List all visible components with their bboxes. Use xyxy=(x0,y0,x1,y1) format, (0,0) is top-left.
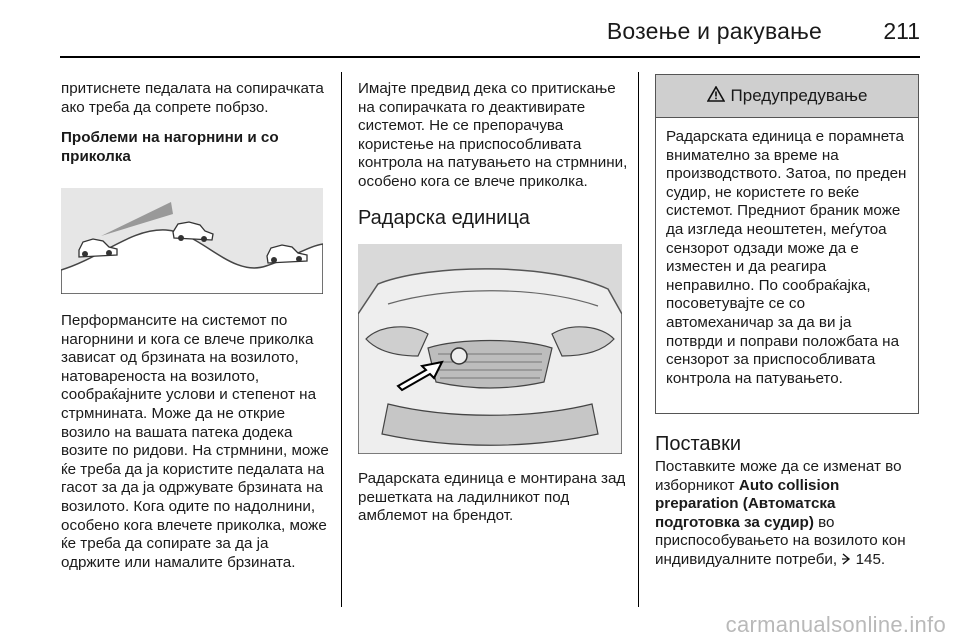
settings-title: Поставки xyxy=(655,433,742,455)
menu-name: Auto collision preparation (Автоматска подготовка за судир) xyxy=(655,476,840,531)
section-title: Радарска единица xyxy=(358,206,530,229)
paragraph: притиснете педалата на сопирачката ако треба да сопрете побрзо. xyxy=(61,80,324,116)
warning-box xyxy=(655,74,919,414)
radar-unit-illustration xyxy=(358,244,622,454)
settings-section xyxy=(655,432,923,570)
column-1-lower xyxy=(61,312,329,572)
settings-paragraph xyxy=(655,458,923,570)
header-rule xyxy=(60,56,920,58)
figure-caption: Радарската единица е монтирана зад решетката на ладилникот под амблемот на брендот. xyxy=(358,470,626,525)
column-divider-2 xyxy=(638,72,639,607)
warning-body xyxy=(656,118,918,388)
column-2 xyxy=(358,80,628,230)
page-reference[interactable]: 145. xyxy=(855,550,886,568)
watermark: carmanualsonline.info xyxy=(725,612,946,637)
column-divider-1 xyxy=(341,72,342,607)
warning-title: Предупредување xyxy=(730,86,868,105)
page-header-title: Возење и ракување xyxy=(606,18,822,44)
page-reference-arrow-icon xyxy=(841,551,855,568)
paragraph: Имајте предвид дека со притискање на сопирачката го деактивирате системот. Не се препорачува користење на приспособливата контрола на патувањето на стрмнини, особено кога се влече приколка. xyxy=(358,80,628,190)
hills-illustration xyxy=(61,188,323,294)
page-number: 211 xyxy=(883,18,920,44)
caption-block xyxy=(358,470,628,526)
warning-header xyxy=(656,75,918,118)
settings-text-before: Поставките може да се изменат во изборникот xyxy=(655,458,902,494)
warning-text: Радарската единица е порамнета внимателно за време на производството. Затоа, по преден судир, не користете го веќе системот. Предниот браник може да изгледа неоштетен, меѓутоа сензорот одзади може да е изместен и да реагира неправилно. По сообраќајка, посоветувајте се со автомеханичар за да ви ја потврди и поправи положбата на сензорот за приспособливата контрола на патувањето. xyxy=(666,128,907,387)
settings-text-after: во приспособувањето на возилото кон индивидуалните потреби, xyxy=(655,513,906,568)
paragraph: Перформансите на системот по нагорнини и кога се влече приколка зависат од брзината на возилото, натовареноста на возилото, сообраќајните услови и степенот на стрмнината. Може да не открие возило на вашата патека додека возите по ридови. На стрмнини, може ќе треба да ја користите педалата на гасот за да ја одржувате брзината на возилото. Кога одите по надолнини, особено кога влечете приколка, може ќе треба да сопирате за да ја одржите или намалите брзината. xyxy=(61,312,329,571)
subheading: Проблеми на нагорнини и со приколка xyxy=(61,129,279,165)
warning-triangle-icon xyxy=(707,86,725,107)
column-1 xyxy=(61,80,329,166)
